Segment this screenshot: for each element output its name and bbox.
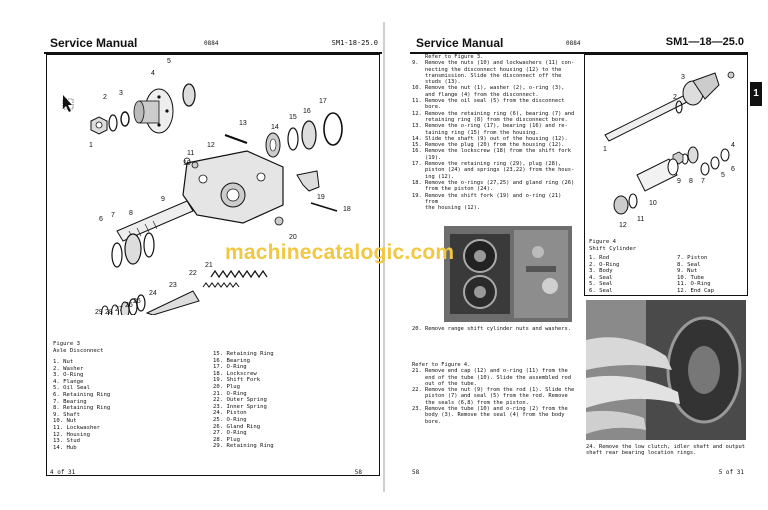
- photo-range-shift-cylinder: [444, 226, 572, 322]
- step-text: body (3). Remove the seal (4) from the body: [425, 412, 565, 419]
- callout-14: 14: [271, 124, 279, 131]
- shaft-part: [117, 201, 193, 241]
- parts-list-text: 15. Retaining Ring: [213, 351, 274, 357]
- parts-list-text: 10. Nut: [53, 418, 77, 425]
- procedure-step: [412, 205, 576, 211]
- parts-list-text: 7. Bearing: [53, 398, 87, 405]
- parts-list-text: 26. Gland Ring: [213, 423, 261, 430]
- parts-list-text: 9. Shaft: [53, 411, 80, 418]
- parts-list-item: [589, 255, 621, 262]
- parts-list-item: [53, 412, 112, 419]
- shift-cylinder-diagram: [585, 55, 747, 235]
- page-code: 0884: [566, 40, 581, 47]
- housing-part: [183, 151, 283, 223]
- parts-list-text: 2. Washer: [53, 365, 84, 372]
- parts-list-item: [53, 399, 112, 406]
- parts-list-text: 18. Lockscrew: [213, 370, 257, 377]
- step-text: and flange (4) from the disconnect.: [425, 91, 539, 98]
- parts-list-item: [213, 397, 276, 404]
- parts-list-left: [53, 359, 112, 451]
- step-text: the seals (6,8) from the piston.: [425, 399, 529, 406]
- parts-list-item: [213, 358, 276, 365]
- page-number: 5 of 31: [718, 469, 744, 476]
- parts-list-item: [589, 288, 621, 295]
- parts-list-item: [53, 359, 112, 366]
- cursor-icon: [63, 95, 73, 112]
- figure-3-caption: [53, 341, 104, 355]
- parts-list-text: 4. Seal: [589, 274, 613, 281]
- callout-11: 11: [637, 216, 645, 223]
- parts-list-item: [213, 410, 276, 417]
- o-ring-part: [121, 112, 129, 126]
- page-number: 4 of 31: [50, 469, 76, 476]
- parts-list-item: [589, 262, 621, 269]
- step-number: 19.: [412, 192, 422, 199]
- parts-list-text: 12. End Cap: [677, 287, 715, 294]
- callout-6: 6: [731, 166, 735, 173]
- callout-4: 4: [151, 70, 155, 77]
- parts-list-text: 10. Tube: [677, 274, 704, 281]
- parts-list-text: 9. Nut: [677, 268, 698, 275]
- caption-line: 24. Remove the low clutch, idler shaft and output: [586, 444, 746, 450]
- callout-1: 1: [89, 142, 93, 149]
- section-tab: 1: [750, 82, 762, 106]
- step-number: [412, 205, 425, 211]
- callout-12: 12: [619, 222, 627, 229]
- parts-list-text: 8. Retaining Ring: [53, 405, 111, 412]
- callout-10: 10: [649, 200, 657, 207]
- washer-part: [109, 115, 117, 131]
- step-number: 14.: [412, 135, 422, 142]
- parts-list-text: 6. Seal: [589, 287, 613, 294]
- step-text: ing (12).: [425, 173, 455, 180]
- step-text: retaining ring (8) from the disconnect bore.: [425, 116, 568, 123]
- parts-list-text: 8. Seal: [677, 261, 701, 268]
- watermark-text: machinecatalogic.com: [225, 241, 455, 264]
- parts-list-item: [677, 288, 716, 295]
- step-text: Remove the nuts (10) and lockwashers (11) con-: [425, 60, 575, 67]
- step-text: Remove the plug (20) from the housing (12).: [425, 142, 565, 149]
- step-number: 16.: [412, 148, 422, 155]
- callout-2: 2: [673, 94, 677, 101]
- parts-list-text: 7. Piston: [677, 255, 708, 261]
- step-text: out of the tube.: [425, 380, 477, 387]
- page-code: 0884: [204, 40, 219, 47]
- callout-1: 1: [603, 146, 607, 153]
- parts-list-text: 1. Rod: [589, 255, 610, 261]
- parts-list-item: [213, 404, 276, 411]
- callout-12: 12: [207, 142, 215, 149]
- step-number: 11.: [412, 98, 422, 105]
- step-text: Remove the o-rings (27,25) and gland ring (26): [425, 179, 575, 186]
- callout-22: 22: [189, 270, 197, 277]
- step-number: 22.: [412, 387, 422, 394]
- photo-20-caption: 20. Remove range shift cylinder nuts and washers.: [412, 326, 572, 332]
- step-text: Remove the nut (1), washer (2), o-ring (3),: [425, 85, 565, 92]
- parts-list-item: [589, 281, 621, 288]
- parts-list-item: [589, 268, 621, 275]
- step-text: Slide the shaft (9) out of the housing (12).: [425, 135, 568, 142]
- step-text: end of the tube (10). Slide the assembled rod: [425, 374, 572, 381]
- steps-intro: Refer to Figure 3.: [425, 54, 484, 60]
- figure-3-box: [46, 54, 380, 476]
- parts-list-item: [213, 437, 276, 444]
- parts-list-text: 16. Bearing: [213, 357, 251, 364]
- step-text: Remove the tube (10) and o-ring (2) from the: [425, 406, 568, 413]
- step-number: 17.: [412, 161, 422, 168]
- callout-7: 7: [111, 212, 115, 219]
- parts-list-text: 5. Oil Seal: [53, 385, 91, 392]
- parts-list-text: 27. O-Ring: [213, 430, 247, 437]
- callout-17: 17: [319, 98, 327, 105]
- callout-18: 18: [343, 206, 351, 213]
- nut-part: [91, 117, 107, 134]
- parts-list-text: 3. O-Ring: [53, 372, 84, 379]
- step-text: from the piston (24).: [425, 186, 494, 193]
- callout-6: 6: [99, 216, 103, 223]
- callout-19: 19: [317, 194, 325, 201]
- procedure-step: [412, 419, 580, 425]
- callout-13: 13: [239, 120, 247, 127]
- callout-3: 3: [119, 90, 123, 97]
- parts-list-text: 28. Plug: [213, 436, 240, 443]
- callout-10: 10: [183, 160, 191, 167]
- step-number: 10.: [412, 85, 422, 92]
- callout-20: 20: [289, 234, 297, 241]
- parts-list-item: [213, 424, 276, 431]
- parts-list-text: 14. Hub: [53, 444, 77, 451]
- step-text: bore.: [425, 104, 442, 111]
- steps-block-2: [412, 362, 580, 425]
- callout-2: 2: [103, 94, 107, 101]
- step-text: Remove the shift fork (19) and o-ring (21) from: [425, 192, 562, 205]
- page-folio: 58: [354, 469, 362, 476]
- step-text: Remove the retaining ring (6), bearing (7) and: [425, 110, 575, 117]
- step-text: Remove the o-ring (17), bearing (16) and re-: [425, 123, 568, 130]
- callout-23: 23: [169, 282, 177, 289]
- figure-label: Figure 4: [589, 239, 616, 245]
- parts-list-item: [53, 405, 112, 412]
- callout-16: 16: [303, 108, 311, 115]
- step-text: bore.: [425, 418, 442, 425]
- steps-block-1: [412, 54, 576, 211]
- axle-disconnect-diagram: [47, 55, 379, 315]
- callout-29: 29: [95, 309, 103, 315]
- parts-list-item: [213, 351, 276, 358]
- callout-15: 15: [289, 114, 297, 121]
- right-page: [410, 30, 759, 478]
- figure-label: Figure 3: [53, 341, 80, 347]
- parts-list-text: 11. O-Ring: [677, 281, 711, 288]
- parts-list-item: [53, 366, 112, 373]
- right-page-header: [410, 36, 748, 54]
- parts-list-item: [53, 418, 112, 425]
- callout-8: 8: [689, 178, 693, 185]
- parts-list-text: 23. Inner Spring: [213, 403, 267, 410]
- step-number: 21.: [412, 368, 422, 375]
- parts-list-item: [677, 262, 716, 269]
- parts-list-text: 4. Flange: [53, 378, 84, 385]
- parts-list-text: 20. Plug: [213, 383, 240, 390]
- parts-list-item: [213, 417, 276, 424]
- step-text: Remove the oil seal (5) from the disconnect: [425, 98, 565, 105]
- parts-list-text: 21. O-Ring: [213, 390, 247, 397]
- document-number: SM1-18-25.0: [331, 39, 378, 47]
- left-page-header: [44, 36, 382, 54]
- figure-4-caption: [589, 239, 636, 253]
- callout-28: 28: [105, 309, 113, 315]
- parts-list-item: [589, 275, 621, 282]
- step-text: Remove the retaining ring (29), plug (28),: [425, 161, 562, 168]
- parts-list-item: [213, 364, 276, 371]
- parts-list-text: 13. Stud: [53, 438, 80, 445]
- callout-21: 21: [205, 262, 213, 269]
- page-folio: 58: [412, 469, 420, 476]
- callout-3: 3: [681, 74, 685, 81]
- parts-list-text: 17. O-Ring: [213, 364, 247, 371]
- callout-11: 11: [187, 150, 195, 157]
- step-text: taining ring (15) from the housing.: [425, 129, 539, 136]
- parts-list-item: [53, 432, 112, 439]
- callout-24: 24: [149, 290, 157, 297]
- parts-list-item: [53, 425, 112, 432]
- step-number: 23.: [412, 406, 422, 413]
- step-number: [412, 419, 425, 425]
- step-text: Remove end cap (12) and o-ring (11) from the: [425, 368, 568, 375]
- parts-list-item: [677, 281, 716, 288]
- step-text: transmission. Slide the disconnect off the: [425, 72, 562, 79]
- parts-list-item: [213, 443, 276, 450]
- parts-list-text: 24. Piston: [213, 410, 247, 417]
- photo-low-clutch: [586, 300, 746, 440]
- step-text: necting the disconnect housing (12) to the: [425, 66, 562, 73]
- page-title: Service Manual: [416, 36, 504, 50]
- procedure-step: [412, 193, 576, 206]
- parts-list-text: 6. Retaining Ring: [53, 391, 111, 398]
- callout-7: 7: [701, 178, 705, 185]
- parts-list-item: [213, 430, 276, 437]
- parts-list-item: [213, 391, 276, 398]
- parts-list-item: [53, 372, 112, 379]
- callout-26: 26: [125, 302, 133, 309]
- parts-list-text: 29. Retaining Ring: [213, 443, 274, 450]
- figure-subtitle: Axle Disconnect: [53, 348, 104, 354]
- parts-list-text: 1. Nut: [53, 359, 74, 365]
- step-text: piston (7) and seal (5) from the rod. Remove: [425, 393, 568, 400]
- parts-list-item: [677, 275, 716, 282]
- document-number: SM1—18—25.0: [665, 36, 744, 48]
- parts-list-text: 5. Seal: [589, 281, 613, 288]
- parts-list-item: [213, 371, 276, 378]
- parts-list-item: [677, 268, 716, 275]
- step-text: (19).: [425, 154, 442, 161]
- callout-9: 9: [161, 196, 165, 203]
- step-text: the housing (12).: [425, 205, 481, 212]
- step-number: 13.: [412, 123, 422, 130]
- parts-list-text: 19. Shift Fork: [213, 377, 261, 384]
- hub-part: [266, 133, 280, 157]
- oil-seal-part: [183, 84, 195, 106]
- parts-list-text: 25. O-Ring: [213, 416, 247, 423]
- steps-intro: Refer to Figure 4.: [412, 362, 471, 368]
- callout-4: 4: [731, 142, 735, 149]
- parts-list-text: 2. O-Ring: [589, 261, 620, 268]
- callout-5: 5: [721, 172, 725, 179]
- caption-line: shaft rear bearing location rings.: [586, 450, 697, 457]
- parts-list-text: 3. Body: [589, 268, 613, 275]
- step-number: 12.: [412, 110, 422, 117]
- parts-list-item: [213, 384, 276, 391]
- parts-list-text: 12. Housing: [53, 431, 91, 438]
- step-number: 15.: [412, 142, 422, 149]
- photo-24-caption: [586, 444, 745, 457]
- parts-list-item: [213, 377, 276, 384]
- callout-9: 9: [677, 178, 681, 185]
- parts-list-item: [53, 438, 112, 445]
- step-text: studs (13).: [425, 79, 461, 86]
- callout-27: 27: [115, 306, 123, 313]
- step-text: piston (24) and springs (23,22) from the hous-: [425, 167, 575, 174]
- callout-5: 5: [167, 58, 171, 65]
- parts-list-left: [589, 255, 621, 295]
- step-text: Remove the nut (9) from the rod (1). Slide the: [425, 387, 575, 394]
- flange-part: [134, 89, 173, 133]
- page-title: Service Manual: [50, 36, 138, 50]
- parts-list-right: [677, 255, 716, 295]
- callout-8: 8: [129, 210, 133, 217]
- step-text: Remove the lockscrew (18) from the shift fork: [425, 148, 572, 155]
- parts-list-right: [213, 351, 276, 450]
- step-number: 18.: [412, 179, 422, 186]
- parts-list-item: [677, 255, 716, 262]
- parts-list-item: [53, 385, 112, 392]
- figure-subtitle: Shift Cylinder: [589, 246, 637, 252]
- parts-list-item: [53, 445, 112, 452]
- tube-part: [637, 159, 678, 191]
- parts-list-text: 11. Lockwasher: [53, 424, 101, 431]
- parts-list-text: 22. Outer Spring: [213, 397, 267, 404]
- figure-4-box: [584, 54, 748, 296]
- spring-part: [203, 271, 267, 287]
- parts-list-item: [53, 379, 112, 386]
- callout-25: 25: [133, 298, 141, 305]
- step-number: 9.: [412, 60, 419, 67]
- body-part: [683, 72, 734, 105]
- parts-list-item: [53, 392, 112, 399]
